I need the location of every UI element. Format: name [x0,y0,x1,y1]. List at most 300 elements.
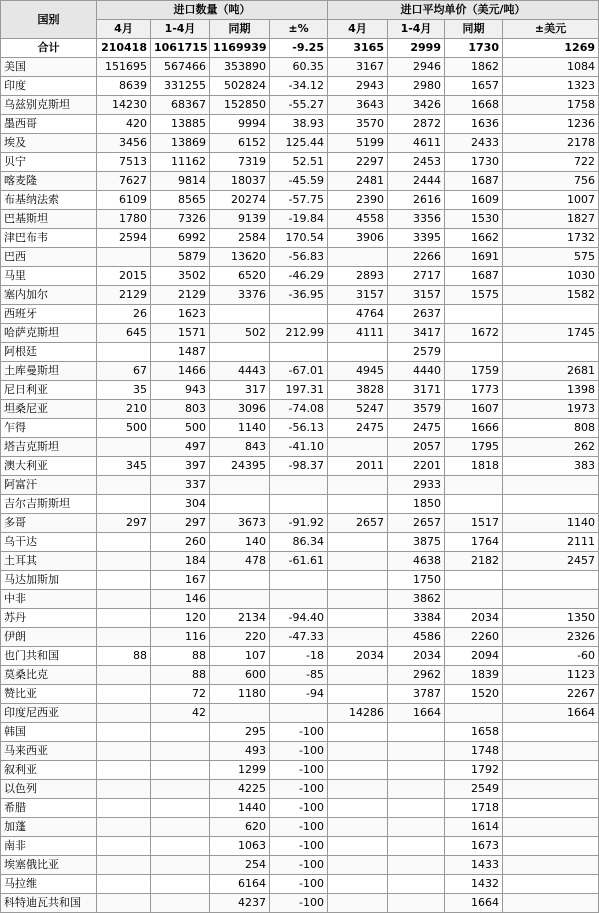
value-cell: 68367 [151,96,210,115]
country-cell: 莫桑比克 [1,666,97,685]
value-cell [210,476,270,495]
value-cell: 9994 [210,115,270,134]
value-cell: 2453 [388,153,445,172]
value-cell: -18 [270,647,328,666]
column-header: 同期 [445,20,503,39]
value-cell: 756 [503,172,599,191]
value-cell: 125.44 [270,134,328,153]
value-cell: 943 [151,381,210,400]
country-cell: 哈萨克斯坦 [1,324,97,343]
value-cell: -94.40 [270,609,328,628]
value-cell: 1687 [445,172,503,191]
column-header: ±美元 [503,20,599,39]
value-cell [388,856,445,875]
value-cell: 67 [97,362,151,381]
country-cell: 以色列 [1,780,97,799]
value-cell: 2481 [328,172,388,191]
value-cell: 397 [151,457,210,476]
value-cell: 3673 [210,514,270,533]
country-cell: 墨西哥 [1,115,97,134]
value-cell: 2637 [388,305,445,324]
value-cell: 140 [210,533,270,552]
country-cell: 塔吉克斯坦 [1,438,97,457]
value-cell: 2893 [328,267,388,286]
value-cell [503,799,599,818]
value-cell: 13885 [151,115,210,134]
value-cell: -61.61 [270,552,328,571]
value-cell: 2717 [388,267,445,286]
table-row [1,438,599,457]
value-cell [270,343,328,362]
value-cell [151,837,210,856]
value-cell: -56.83 [270,248,328,267]
value-cell [97,495,151,514]
value-cell: -94 [270,685,328,704]
value-cell: 600 [210,666,270,685]
table-row [1,761,599,780]
value-cell: 4638 [388,552,445,571]
value-cell [388,799,445,818]
country-column-header: 国别 [1,1,97,39]
value-cell: 1732 [503,229,599,248]
value-cell: 3171 [388,381,445,400]
value-cell [210,343,270,362]
value-cell: 4237 [210,894,270,913]
value-cell [97,761,151,780]
value-cell: 2326 [503,628,599,647]
value-cell: 1530 [445,210,503,229]
value-cell: 1433 [445,856,503,875]
table-row [1,571,599,590]
value-cell [445,571,503,590]
value-cell: 72 [151,685,210,704]
value-cell: -85 [270,666,328,685]
value-cell [210,495,270,514]
value-cell: -100 [270,761,328,780]
value-cell: 1818 [445,457,503,476]
country-cell: 科特迪瓦共和国 [1,894,97,913]
value-cell: -46.29 [270,267,328,286]
value-cell: 1623 [151,305,210,324]
value-cell [270,590,328,609]
value-cell: 260 [151,533,210,552]
value-cell: 6109 [97,191,151,210]
value-cell: 8565 [151,191,210,210]
value-cell [97,780,151,799]
value-cell [503,761,599,780]
value-cell [97,476,151,495]
value-cell: 6992 [151,229,210,248]
value-cell [328,248,388,267]
value-cell: 1084 [503,58,599,77]
value-cell: 88 [151,666,210,685]
value-cell [151,894,210,913]
value-cell [151,780,210,799]
value-cell [97,590,151,609]
value-cell: 4586 [388,628,445,647]
value-cell [388,818,445,837]
value-cell [328,628,388,647]
value-cell [97,685,151,704]
country-cell: 加蓬 [1,818,97,837]
value-cell: 345 [97,457,151,476]
value-cell: 1432 [445,875,503,894]
value-cell: 60.35 [270,58,328,77]
value-cell: 1007 [503,191,599,210]
value-cell: 13869 [151,134,210,153]
value-cell: -60 [503,647,599,666]
table-row [1,514,599,533]
value-cell: 3384 [388,609,445,628]
value-cell: 2297 [328,153,388,172]
column-header: 1-4月 [151,20,210,39]
value-cell: 478 [210,552,270,571]
value-cell [328,571,388,590]
value-cell [270,305,328,324]
value-cell: 116 [151,628,210,647]
value-cell [503,343,599,362]
value-cell [151,742,210,761]
value-cell: 3395 [388,229,445,248]
value-cell: -47.33 [270,628,328,647]
value-cell: 1575 [445,286,503,305]
value-cell: 7326 [151,210,210,229]
value-cell: 4945 [328,362,388,381]
value-cell: 1607 [445,400,503,419]
value-cell: 620 [210,818,270,837]
value-cell: 493 [210,742,270,761]
value-cell: 3096 [210,400,270,419]
table-row [1,628,599,647]
value-cell [210,305,270,324]
value-cell [151,856,210,875]
value-cell: 3165 [328,39,388,58]
value-cell: 3426 [388,96,445,115]
value-cell: 1764 [445,533,503,552]
value-cell: 1140 [503,514,599,533]
country-cell: 马达加斯加 [1,571,97,590]
value-cell: 4225 [210,780,270,799]
table-row [1,742,599,761]
value-cell: 5199 [328,134,388,153]
value-cell: 1571 [151,324,210,343]
table-row [1,818,599,837]
value-cell [270,571,328,590]
value-cell: 3502 [151,267,210,286]
value-cell: 2015 [97,267,151,286]
country-cell: 吉尔吉斯斯坦 [1,495,97,514]
value-cell [328,723,388,742]
value-cell: 4440 [388,362,445,381]
value-cell: 722 [503,153,599,172]
value-cell: 1299 [210,761,270,780]
value-cell: 1609 [445,191,503,210]
value-cell: 210418 [97,39,151,58]
country-cell: 马来西亚 [1,742,97,761]
value-cell: 2266 [388,248,445,267]
value-cell: 2999 [388,39,445,58]
table-row [1,704,599,723]
value-cell: 6520 [210,267,270,286]
value-cell [328,856,388,875]
value-cell [97,628,151,647]
value-cell: 2057 [388,438,445,457]
value-cell: -91.92 [270,514,328,533]
value-cell: 3906 [328,229,388,248]
value-cell: 167 [151,571,210,590]
value-cell: 88 [151,647,210,666]
value-cell: 3157 [388,286,445,305]
country-cell: 西班牙 [1,305,97,324]
value-cell: 2579 [388,343,445,362]
country-cell: 赞比亚 [1,685,97,704]
value-cell: 331255 [151,77,210,96]
value-cell [328,533,388,552]
country-cell: 巴西 [1,248,97,267]
value-cell: -100 [270,894,328,913]
value-cell [503,856,599,875]
value-cell [210,704,270,723]
value-cell: 1658 [445,723,503,742]
value-cell: 1123 [503,666,599,685]
value-cell [97,666,151,685]
value-cell: 1672 [445,324,503,343]
table-row [1,894,599,913]
country-cell: 合计 [1,39,97,58]
value-cell [328,438,388,457]
value-cell: 317 [210,381,270,400]
value-cell [97,742,151,761]
value-cell: -19.84 [270,210,328,229]
value-cell [328,609,388,628]
table-row [1,685,599,704]
value-cell: 383 [503,457,599,476]
country-cell: 乌干达 [1,533,97,552]
value-cell [503,723,599,742]
table-row [1,552,599,571]
value-cell: 1730 [445,39,503,58]
value-cell: 502 [210,324,270,343]
value-cell: 2178 [503,134,599,153]
value-cell [97,552,151,571]
value-cell: 500 [151,419,210,438]
value-cell: 210 [97,400,151,419]
value-cell: 120 [151,609,210,628]
table-row [1,837,599,856]
column-header: 4月 [328,20,388,39]
value-cell [445,476,503,495]
value-cell [328,875,388,894]
value-cell: 1973 [503,400,599,419]
value-cell: -74.08 [270,400,328,419]
value-cell: 2034 [328,647,388,666]
column-header: ±% [270,20,328,39]
country-cell: 希腊 [1,799,97,818]
value-cell: 52.51 [270,153,328,172]
value-cell: 497 [151,438,210,457]
value-cell [151,875,210,894]
value-cell: 1614 [445,818,503,837]
value-cell: 2943 [328,77,388,96]
total-row [1,39,599,58]
value-cell [388,742,445,761]
country-cell: 叙利亚 [1,761,97,780]
value-cell: 1795 [445,438,503,457]
country-cell: 伊朗 [1,628,97,647]
value-cell: 2034 [388,647,445,666]
value-cell: -41.10 [270,438,328,457]
value-cell: 2657 [388,514,445,533]
value-cell [328,590,388,609]
value-cell: -34.12 [270,77,328,96]
value-cell: 1687 [445,267,503,286]
value-cell: 1664 [388,704,445,723]
value-cell: -56.13 [270,419,328,438]
value-cell: 575 [503,248,599,267]
value-cell: 3167 [328,58,388,77]
value-cell: 2872 [388,115,445,134]
country-cell: 澳大利亚 [1,457,97,476]
value-cell: 2657 [328,514,388,533]
value-cell [97,248,151,267]
value-cell [328,742,388,761]
value-cell: 803 [151,400,210,419]
value-cell: 3570 [328,115,388,134]
value-cell: 152850 [210,96,270,115]
table-row [1,400,599,419]
value-cell: 297 [97,514,151,533]
value-cell: 3157 [328,286,388,305]
value-cell: 146 [151,590,210,609]
value-cell: 1862 [445,58,503,77]
value-cell [388,894,445,913]
country-cell: 土库曼斯坦 [1,362,97,381]
import-quantity-header: 进口数量（吨） [97,1,328,20]
value-cell [503,590,599,609]
value-cell: 88 [97,647,151,666]
value-cell: 1780 [97,210,151,229]
value-cell: 262 [503,438,599,457]
value-cell [151,723,210,742]
country-cell: 韩国 [1,723,97,742]
table-row [1,799,599,818]
country-cell: 乌兹别克斯坦 [1,96,97,115]
value-cell: 1759 [445,362,503,381]
value-cell: 2134 [210,609,270,628]
table-body [1,39,599,913]
value-cell [328,799,388,818]
value-cell [97,875,151,894]
column-header: 1-4月 [388,20,445,39]
value-cell: -98.37 [270,457,328,476]
value-cell: 6164 [210,875,270,894]
value-cell: 2390 [328,191,388,210]
table-row [1,210,599,229]
value-cell: -67.01 [270,362,328,381]
value-cell: 184 [151,552,210,571]
table-row [1,267,599,286]
value-cell: 2549 [445,780,503,799]
value-cell: -100 [270,818,328,837]
value-cell: -57.75 [270,191,328,210]
value-cell [445,590,503,609]
value-cell: 843 [210,438,270,457]
value-cell: 2094 [445,647,503,666]
table-row [1,343,599,362]
table-row [1,723,599,742]
table-row [1,305,599,324]
value-cell [388,875,445,894]
value-cell: 297 [151,514,210,533]
value-cell [97,438,151,457]
value-cell: 3417 [388,324,445,343]
country-cell: 南非 [1,837,97,856]
table-row [1,666,599,685]
value-cell: 1236 [503,115,599,134]
table-row [1,875,599,894]
value-cell: 3376 [210,286,270,305]
value-cell: 1269 [503,39,599,58]
value-cell: 1745 [503,324,599,343]
table-row [1,647,599,666]
value-cell [503,837,599,856]
value-cell: 1668 [445,96,503,115]
country-cell: 埃及 [1,134,97,153]
column-header: 4月 [97,20,151,39]
value-cell: 2933 [388,476,445,495]
value-cell: 20274 [210,191,270,210]
country-cell: 苏丹 [1,609,97,628]
value-cell: 1666 [445,419,503,438]
value-cell: 13620 [210,248,270,267]
value-cell [388,723,445,742]
value-cell [151,818,210,837]
value-cell: 1730 [445,153,503,172]
table-row [1,590,599,609]
country-cell: 美国 [1,58,97,77]
value-cell: 86.34 [270,533,328,552]
value-cell: 2584 [210,229,270,248]
table-row [1,153,599,172]
country-cell: 贝宁 [1,153,97,172]
value-cell [328,495,388,514]
value-cell [328,685,388,704]
value-cell: -100 [270,856,328,875]
value-cell: 14230 [97,96,151,115]
value-cell: -55.27 [270,96,328,115]
table-row [1,476,599,495]
value-cell [97,818,151,837]
value-cell [503,476,599,495]
value-cell [97,894,151,913]
value-cell: 337 [151,476,210,495]
value-cell: 1792 [445,761,503,780]
table-row [1,495,599,514]
value-cell [445,495,503,514]
value-cell [97,343,151,362]
value-cell: 1718 [445,799,503,818]
table-row [1,362,599,381]
value-cell: 1440 [210,799,270,818]
value-cell: 254 [210,856,270,875]
country-cell: 多哥 [1,514,97,533]
value-cell: 1169939 [210,39,270,58]
value-cell: 1063 [210,837,270,856]
value-cell: 2962 [388,666,445,685]
value-cell: 9814 [151,172,210,191]
country-cell: 印度尼西亚 [1,704,97,723]
value-cell [270,495,328,514]
